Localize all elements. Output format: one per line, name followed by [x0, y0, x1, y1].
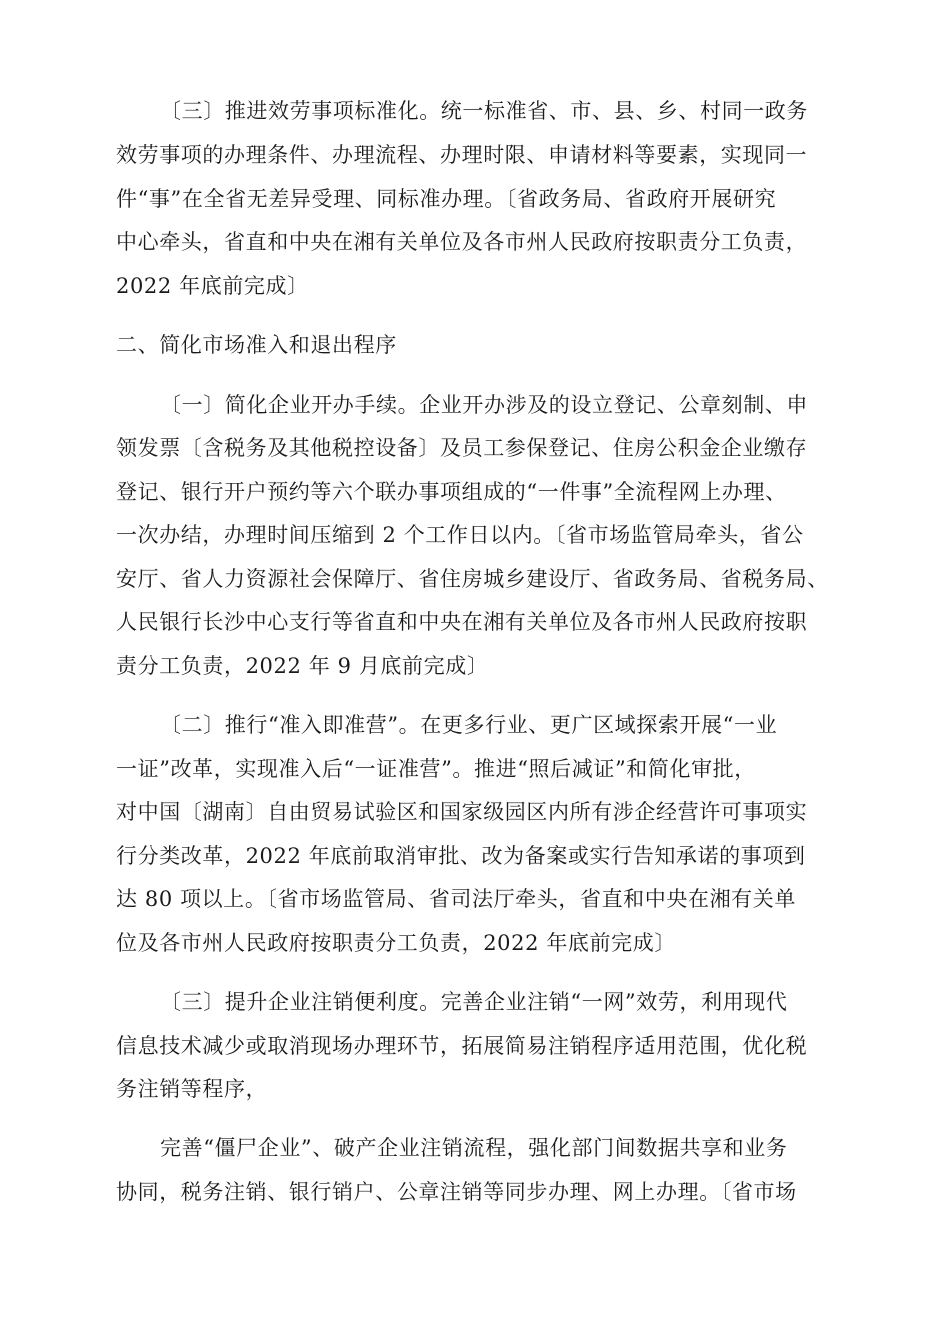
- paragraph-line: 登记、银行开户预约等六个联办事项组成的“一件事”全流程网上办理、: [116, 480, 787, 504]
- paragraph-line: 〔二〕推行“准入即准营”。在更多行业、更广区域探索开展“一业: [160, 713, 778, 737]
- paragraph-line: 行分类改革，2022 年底前取消审批、改为备案或实行告知承诺的事项到: [116, 844, 806, 868]
- paragraph-line: 责分工负责，2022 年 9 月底前完成〕: [116, 654, 489, 678]
- paragraph-line: 务注销等程序，: [116, 1077, 268, 1101]
- paragraph-line: 效劳事项的办理条件、办理流程、办理时限、申请材料等要素，实现同一: [116, 143, 808, 167]
- paragraph-line: 一次办结，办理时间压缩到 2 个工作日以内。〔省市场监管局牵头，省公: [116, 523, 804, 547]
- paragraph-line: 中心牵头，省直和中央在湘有关单位及各市州人民政府按职责分工负责，: [116, 230, 808, 254]
- paragraph-line: 〔三〕推进效劳事项标准化。统一标准省、市、县、乡、村同一政务: [160, 99, 808, 123]
- paragraph-line: 完善“僵尸企业”、破产企业注销流程，强化部门间数据共享和业务: [160, 1136, 788, 1160]
- paragraph-line: 件“事”在全省无差异受理、同标准办理。〔省政务局、省政府开展研究: [116, 187, 777, 211]
- paragraph-line: 协同，税务注销、银行销户、公章注销等同步办理、网上办理。〔省市场: [116, 1180, 797, 1204]
- paragraph-line: 一证”改革，实现准入后“一证准营”。推进“照后减证”和简化审批，: [116, 757, 756, 781]
- paragraph-line: 安厅、省人力资源社会保障厅、省住房城乡建设厅、省政务局、省税务局、: [116, 567, 829, 591]
- paragraph-line: 对中国〔湖南〕自由贸易试验区和国家级园区内所有涉企经营许可事项实: [116, 800, 808, 824]
- paragraph-line: 〔一〕简化企业开办手续。企业开办涉及的设立登记、公章刻制、申: [160, 393, 808, 417]
- paragraph-line: 位及各市州人民政府按职责分工负责，2022 年底前完成〕: [116, 931, 676, 955]
- section-heading: 二、简化市场准入和退出程序: [116, 333, 397, 357]
- paragraph-line: 领发票〔含税务及其他税控设备〕及员工参保登记、住房公积金企业缴存: [116, 436, 808, 460]
- paragraph-line: 达 80 项以上。〔省市场监管局、省司法厅牵头，省直和中央在湘有关单: [116, 887, 796, 911]
- paragraph-line: 人民银行长沙中心支行等省直和中央在湘有关单位及各市州人民政府按职: [116, 610, 808, 634]
- paragraph-line: 2022 年底前完成〕: [116, 274, 309, 298]
- paragraph-line: 〔三〕提升企业注销便利度。完善企业注销“一网”效劳，利用现代: [160, 990, 788, 1014]
- paragraph-line: 信息技术减少或取消现场办理环节，拓展简易注销程序适用范围，优化税: [116, 1034, 808, 1058]
